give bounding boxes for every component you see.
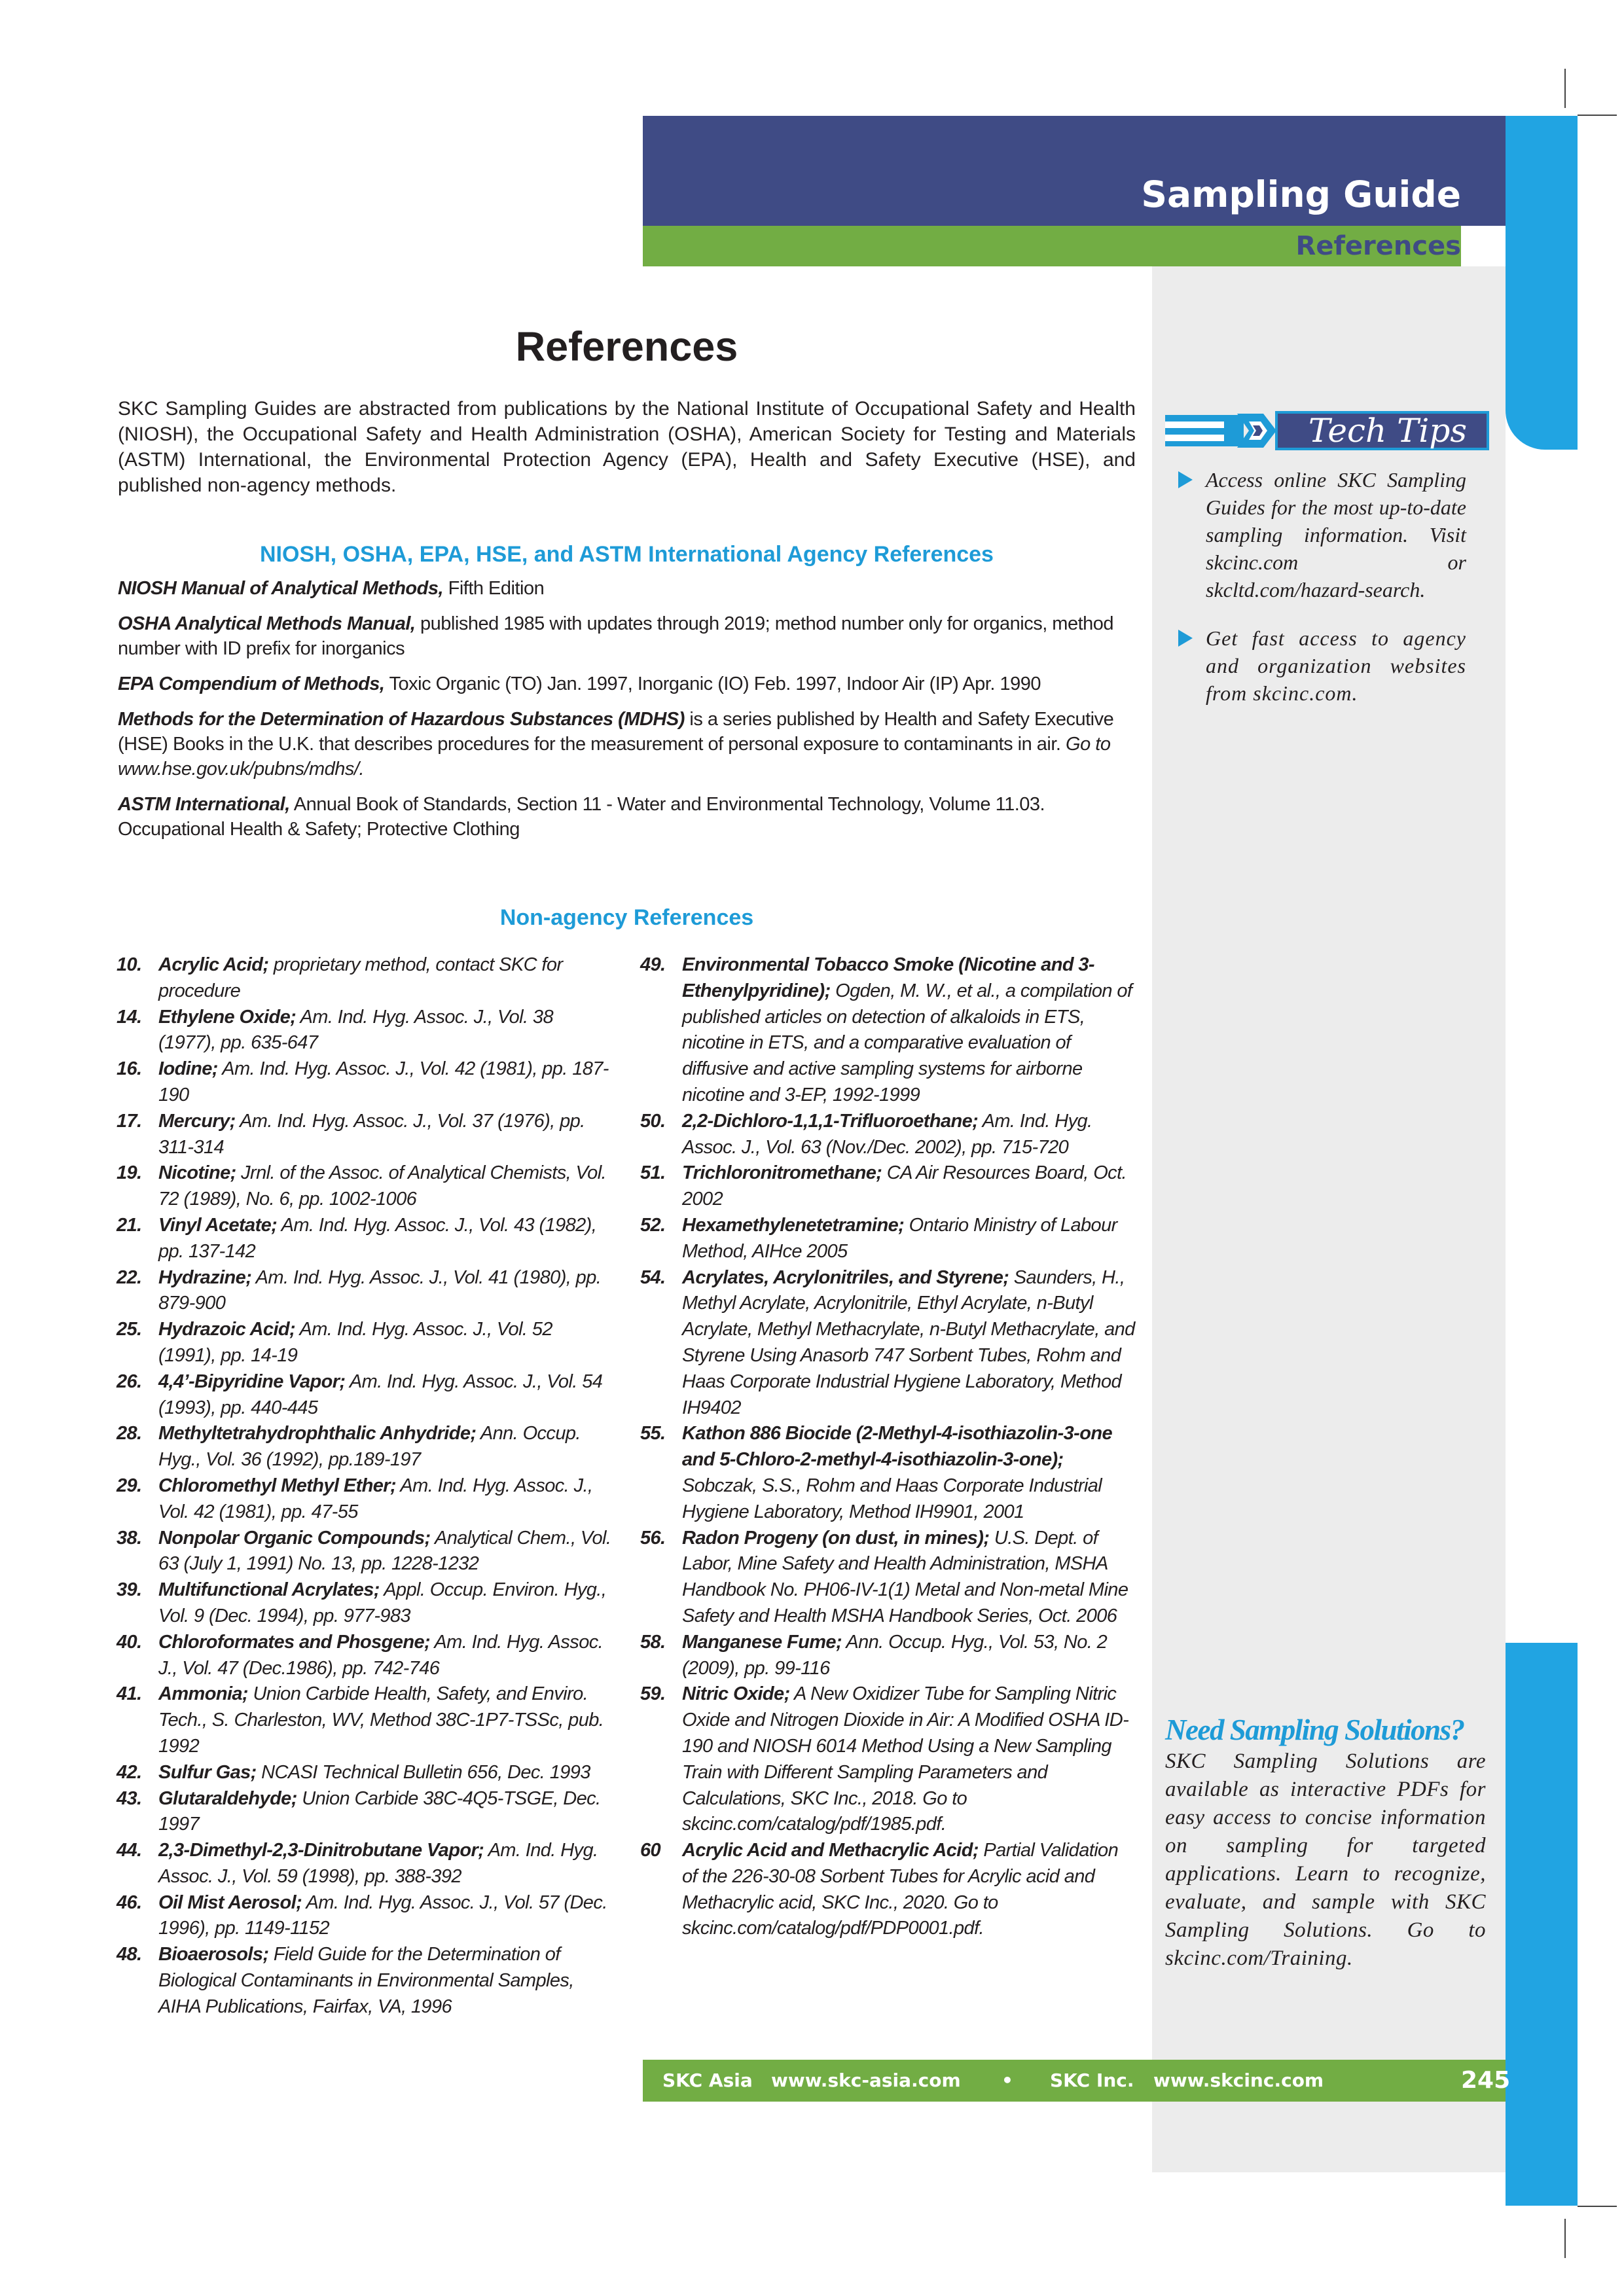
reference-item xyxy=(117,1760,612,1786)
footer-band xyxy=(643,2060,1511,2102)
need-solutions-text: SKC Sampling Solutions are available as interactive PDFs for easy access to concise information on sampling for targeted applications. Learn to recognize, evaluate, and sample with SKC Sampling Solutions. Go to skcinc.com/Training. xyxy=(1165,1749,1486,1970)
reference-text: Am. Ind. Hyg. Assoc. J., Vol. 41 (1980), pp. 879-900 xyxy=(158,1266,602,1314)
subheader-band xyxy=(643,226,1461,266)
tip-item xyxy=(1178,466,1466,603)
reference-text: Am. Ind. Hyg. Assoc. J., Vol. 38 (1977), pp. 635-647 xyxy=(158,1006,553,1054)
references-right-column xyxy=(640,952,1136,1942)
agency-ref-text: published 1985 with updates through 2019; method number only for organics, method number with ID prefix for inorganics xyxy=(118,613,1114,659)
reference-number: 19. xyxy=(117,1162,142,1184)
reference-name: Sulfur Gas; xyxy=(158,1761,257,1783)
agency-ref xyxy=(118,707,1136,781)
reference-item xyxy=(117,1421,612,1473)
agency-ref-text: Toxic Organic (TO) Jan. 1997, Inorganic (IO) Feb. 1997, Indoor Air (IP) Apr. 1990 xyxy=(384,673,1041,694)
agency-ref-title: Methods for the Determination of Hazardous Substances (MDHS) xyxy=(118,709,685,730)
agency-ref-title: OSHA Analytical Methods Manual, xyxy=(118,613,416,634)
reference-name: Hydrazine; xyxy=(158,1266,252,1288)
reference-number: 51. xyxy=(640,1162,666,1184)
reference-text: proprietary method, contact SKC for procedure xyxy=(158,954,563,1001)
footer-inc-label: SKC Inc. xyxy=(1050,2070,1134,2091)
reference-item xyxy=(117,952,612,1005)
reference-number: 52. xyxy=(640,1214,666,1236)
reference-name: Acrylic Acid and Methacrylic Acid; xyxy=(682,1840,979,1861)
triangle-bullet-icon xyxy=(1178,630,1193,647)
reference-text: Appl. Occup. Environ. Hyg., Vol. 9 (Dec. 1994), pp. 977-983 xyxy=(158,1579,607,1626)
need-solutions-title: Need Sampling Solutions? xyxy=(1165,1713,1464,1746)
agency-references xyxy=(118,576,1136,852)
agency-ref xyxy=(118,672,1136,696)
reference-text: CA Air Resources Board, Oct. 2002 xyxy=(682,1162,1127,1210)
reference-item xyxy=(640,952,1136,1109)
reference-name: 2,2-Dichloro-1,1,1-Trifluoroethane; xyxy=(682,1110,979,1132)
reference-name: Hexamethylenetetramine; xyxy=(682,1214,905,1236)
agency-ref-link[interactable]: Go to www.hse.gov.uk/pubns/mdhs/. xyxy=(118,734,1111,780)
reference-item xyxy=(117,1630,612,1682)
reference-item xyxy=(117,1681,612,1759)
reference-item xyxy=(117,1473,612,1526)
reference-text: Am. Ind. Hyg. Assoc. J., Vol. 54 (1993), pp. 440-445 xyxy=(158,1371,603,1418)
reference-item xyxy=(117,1265,612,1318)
reference-number: 58. xyxy=(640,1631,666,1653)
reference-item xyxy=(117,1526,612,1578)
reference-text: Am. Ind. Hyg. Assoc. J., Vol. 42 (1981), pp. 47-55 xyxy=(158,1475,593,1522)
reference-item xyxy=(640,1630,1136,1682)
reference-number: 14. xyxy=(117,1006,142,1028)
reference-text: Ann. Occup. Hyg., Vol. 36 (1992), pp.189-197 xyxy=(158,1423,581,1471)
reference-number: 38. xyxy=(117,1527,142,1549)
reference-number: 29. xyxy=(117,1475,142,1496)
reference-number: 55. xyxy=(640,1423,666,1444)
reference-text: Am. Ind. Hyg. Assoc. J., Vol. 57 (Dec. 1996), pp. 1149-1152 xyxy=(158,1892,607,1939)
reference-name: Mercury; xyxy=(158,1110,236,1132)
reference-name: Kathon 886 Biocide (2-Methyl-4-isothiazolin-3-one and 5-Chloro-2-methyl-4-isothiazolin-3-one); xyxy=(682,1423,1112,1471)
reference-name: Chloroformates and Phosgene; xyxy=(158,1631,431,1653)
reference-text: Field Guide for the Determination of Biological Contaminants in Environmental Samples, AIHA Publications, Fairfax, VA, 1996 xyxy=(158,1944,574,2017)
reference-text: Saunders, H., Methyl Acrylate, Acrylonitrile, Ethyl Acrylate, n-Butyl Acrylate, Methyl Methacrylate, n-Butyl Methacrylate, and Styrene Using Anasorb 747 Sorbent Tubes, Rohm and Haas Corporate Industrial Hygiene Laboratory, Method IH9402 xyxy=(682,1266,1135,1418)
reference-text: Am. Ind. Hyg. Assoc. J., Vol. 52 (1991), pp. 14-19 xyxy=(158,1319,552,1366)
agency-ref-title: NIOSH Manual of Analytical Methods, xyxy=(118,578,444,599)
page-number: 245 xyxy=(1461,2067,1511,2094)
reference-number: 44. xyxy=(117,1840,142,1861)
reference-number: 22. xyxy=(117,1266,142,1288)
reference-name: Environmental Tobacco Smoke (Nicotine and 3-Ethenylpyridine); xyxy=(682,954,1094,1001)
reference-number: 46. xyxy=(117,1892,142,1913)
reference-item xyxy=(640,1681,1136,1838)
reference-text: Union Carbide 38C-4Q5-TSGE, Dec. 1997 xyxy=(158,1787,601,1835)
reference-number: 21. xyxy=(117,1214,142,1236)
reference-number: 56. xyxy=(640,1527,666,1549)
reference-name: Ammonia; xyxy=(158,1683,248,1705)
edge-tab-bottom xyxy=(1506,1643,1578,2206)
header-title: Sampling Guide xyxy=(1141,173,1461,215)
reference-number: 54. xyxy=(640,1266,666,1288)
reference-number: 40. xyxy=(117,1631,142,1653)
reference-text: Am. Ind. Hyg. Assoc. J., Vol. 37 (1976), pp. 311-314 xyxy=(158,1110,585,1158)
edge-tab-top xyxy=(1506,116,1578,450)
reference-item xyxy=(117,1005,612,1057)
reference-number: 16. xyxy=(117,1058,142,1080)
reference-item xyxy=(640,1526,1136,1630)
reference-number: 25. xyxy=(117,1319,142,1340)
reference-text: Ontario Ministry of Labour Method, AIHce 2005 xyxy=(682,1214,1117,1262)
crop-mark xyxy=(1578,2206,1617,2207)
reference-number: 39. xyxy=(117,1579,142,1601)
reference-item xyxy=(117,1838,612,1890)
reference-item xyxy=(640,1265,1136,1422)
reference-text: Am. Ind. Hyg. Assoc. J., Vol. 47 (Dec.1986), pp. 742-746 xyxy=(158,1631,604,1679)
reference-item xyxy=(640,1213,1136,1265)
tech-tips-list xyxy=(1178,466,1466,728)
reference-text: NCASI Technical Bulletin 656, Dec. 1993 xyxy=(256,1761,590,1783)
reference-name: Nicotine; xyxy=(158,1162,236,1184)
reference-number: 42. xyxy=(117,1761,142,1783)
reference-text: Union Carbide Health, Safety, and Enviro. Tech., S. Charleston, WV, Method 38C-1P7-TSSc, pub. 1992 xyxy=(158,1683,604,1757)
agency-ref xyxy=(118,611,1136,661)
page-title: References xyxy=(515,324,738,370)
reference-text: Partial Validation of the 226-30-08 Sorbent Tubes for Acrylic acid and Methacrylic acid, SKC Inc., 2020. Go to skcinc.com/catalog/pdf/PDP0001.pdf. xyxy=(682,1840,1119,1939)
reference-item xyxy=(117,1890,612,1943)
crop-mark xyxy=(1578,115,1617,116)
reference-name: Bioaerosols; xyxy=(158,1944,269,1965)
footer-inc-url[interactable]: www.skcinc.com xyxy=(1153,2070,1324,2091)
agency-ref-text: is a series published by Health and Safety Executive (HSE) Books in the U.K. that describes procedures for the measurement of personal exposure to contaminants in air. xyxy=(118,709,1114,755)
reference-number: 26. xyxy=(117,1371,142,1392)
reference-text: A New Oxidizer Tube for Sampling Nitric Oxide and Nitrogen Dioxide in Air: A Modified OSHA ID-190 and NIOSH 6014 Method Using a New Sampling Train with Different Sampling Parameters and Calculations, SKC Inc., 2018. Go to skcinc.com/catalog/pdf/1985.pdf. xyxy=(682,1683,1129,1835)
reference-text: Jrnl. of the Assoc. of Analytical Chemists, Vol. 72 (1989), No. 6, pp. 1002-1006 xyxy=(158,1162,606,1210)
crop-mark xyxy=(1564,69,1566,108)
reference-number: 41. xyxy=(117,1683,142,1705)
reference-number: 17. xyxy=(117,1110,142,1132)
reference-name: 4,4’-Bipyridine Vapor; xyxy=(158,1371,346,1392)
reference-number: 49. xyxy=(640,954,666,975)
reference-text: Sobczak, S.S., Rohm and Haas Corporate Industrial Hygiene Laboratory, Method IH9901, 2001 xyxy=(682,1475,1102,1522)
reference-number: 59. xyxy=(640,1683,666,1705)
tip-item xyxy=(1178,624,1466,707)
reference-name: Ethylene Oxide; xyxy=(158,1006,297,1028)
reference-number: 48. xyxy=(117,1944,142,1965)
reference-item xyxy=(117,1317,612,1369)
tech-tips-title: Tech Tips xyxy=(1308,412,1468,450)
reference-number: 28. xyxy=(117,1423,142,1444)
reference-name: Oil Mist Aerosol; xyxy=(158,1892,302,1913)
reference-text: Am. Ind. Hyg. Assoc. J., Vol. 43 (1982), pp. 137-142 xyxy=(158,1214,597,1262)
tip-text: Get fast access to agency and organization websites from skcinc.com. xyxy=(1206,626,1466,705)
reference-item xyxy=(117,1577,612,1630)
reference-text: Am. Ind. Hyg. Assoc. J., Vol. 63 (Nov./Dec. 2002), pp. 715-720 xyxy=(682,1110,1092,1158)
reference-item xyxy=(640,1109,1136,1161)
reference-name: Trichloronitromethane; xyxy=(682,1162,882,1184)
tech-tips-banner xyxy=(1165,404,1489,457)
reference-name: Nonpolar Organic Compounds; xyxy=(158,1527,431,1549)
reference-item xyxy=(640,1838,1136,1942)
footer-asia-label: SKC Asia xyxy=(662,2070,753,2091)
agency-ref-text: Fifth Edition xyxy=(443,578,545,599)
nonagency-heading: Non-agency References xyxy=(499,905,754,930)
reference-name: Hydrazoic Acid; xyxy=(158,1319,296,1340)
tip-text: Access online SKC Sampling Guides for the most up-to-date sampling information. Visit skcinc.com or skcltd.com/hazard-search. xyxy=(1206,468,1466,601)
triangle-bullet-icon xyxy=(1178,471,1193,488)
reference-item xyxy=(117,1160,612,1213)
agency-ref-title: ASTM International, xyxy=(118,794,290,815)
reference-name: 2,3-Dimethyl-2,3-Dinitrobutane Vapor; xyxy=(158,1840,484,1861)
reference-name: Radon Progeny (on dust, in mines); xyxy=(682,1527,990,1549)
crop-mark xyxy=(1564,2219,1566,2258)
reference-name: Acrylic Acid; xyxy=(158,954,269,975)
reference-number: 43. xyxy=(117,1787,142,1809)
header-subtitle: References xyxy=(1295,231,1461,261)
footer-bullet: • xyxy=(1001,2070,1013,2091)
reference-name: Glutaraldehyde; xyxy=(158,1787,297,1809)
reference-number: 10. xyxy=(117,954,142,975)
reference-name: Nitric Oxide; xyxy=(682,1683,790,1705)
reference-item xyxy=(117,1056,612,1109)
reference-number: 50. xyxy=(640,1110,666,1132)
agency-ref xyxy=(118,576,1136,601)
reference-name: Multifunctional Acrylates; xyxy=(158,1579,380,1601)
reference-text: Ogden, M. W., et al., a compilation of published articles on detection of alkaloids in ETS, nicotine in ETS, and a comparative evaluation of diffusive and active sampling systems for airborne nicotine and 3-EP, 1992-1999 xyxy=(682,980,1132,1105)
reference-item xyxy=(640,1160,1136,1213)
reference-item xyxy=(117,1369,612,1422)
agency-ref-text: Annual Book of Standards, Section 11 - Water and Environmental Technology, Volume 11.03. Occupational Health & Safety; Protective Clothing xyxy=(118,794,1045,840)
reference-name: Vinyl Acetate; xyxy=(158,1214,278,1236)
reference-item xyxy=(117,1786,612,1839)
intro-paragraph: SKC Sampling Guides are abstracted from publications by the National Institute of Occupational Safety and Health (NIOSH), the Occupational Safety and Health Administration (OSHA), American Society for Testing and Materials (ASTM) International, the Environmental Protection Agency (EPA), Health and Safety Executive (HSE), and published non-agency methods. xyxy=(118,398,1136,496)
agency-heading: NIOSH, OSHA, EPA, HSE, and ASTM International Agency References xyxy=(260,542,994,567)
header-gap xyxy=(1461,226,1506,266)
reference-text: Ann. Occup. Hyg., Vol. 53, No. 2 (2009), pp. 99-116 xyxy=(682,1631,1108,1679)
agency-ref-title: EPA Compendium of Methods, xyxy=(118,673,385,694)
reference-text: Am. Ind. Hyg. Assoc. J., Vol. 42 (1981), pp. 187-190 xyxy=(158,1058,609,1105)
footer-asia-url[interactable]: www.skc-asia.com xyxy=(771,2070,961,2091)
reference-name: Manganese Fume; xyxy=(682,1631,842,1653)
reference-item xyxy=(640,1421,1136,1525)
reference-name: Methyltetrahydrophthalic Anhydride; xyxy=(158,1423,477,1444)
reference-text: U.S. Dept. of Labor, Mine Safety and Health Administration, MSHA Handbook No. PH06-IV-1(1) Metal and Non-metal Mine Safety and Health MSHA Handbook Series, Oct. 2006 xyxy=(682,1527,1128,1626)
reference-name: Acrylates, Acrylonitriles, and Styrene; xyxy=(682,1266,1009,1288)
references-left-column xyxy=(117,952,612,2020)
agency-ref xyxy=(118,792,1136,842)
reference-text: Am. Ind. Hyg. Assoc. J., Vol. 59 (1998), pp. 388-392 xyxy=(158,1840,598,1887)
reference-name: Iodine; xyxy=(158,1058,218,1080)
reference-item xyxy=(117,1942,612,2020)
reference-number: 60 xyxy=(640,1840,661,1861)
reference-item xyxy=(117,1109,612,1161)
reference-text: Analytical Chem., Vol. 63 (July 1, 1991) No. 13, pp. 1228-1232 xyxy=(158,1527,611,1575)
reference-name: Chloromethyl Methyl Ether; xyxy=(158,1475,397,1496)
reference-item xyxy=(117,1213,612,1265)
